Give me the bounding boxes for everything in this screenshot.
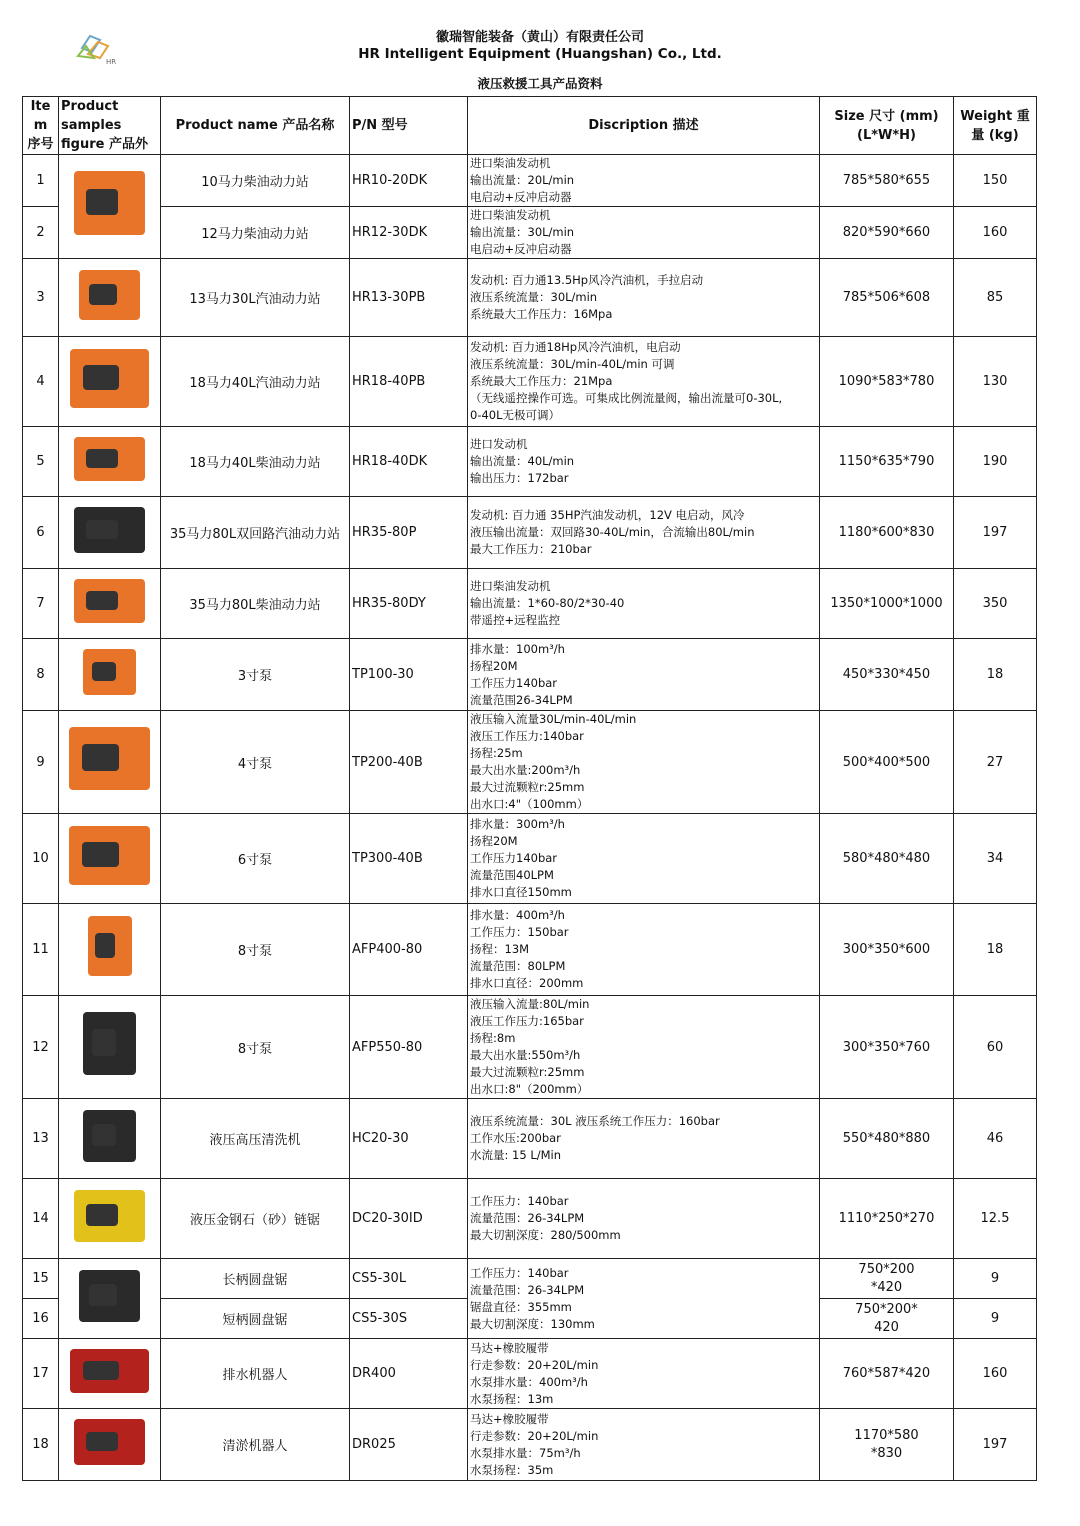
table-row (23, 904, 1037, 996)
description-line: 扬程20M (470, 834, 518, 848)
item-number: 17 (23, 1339, 59, 1409)
product-figure (59, 814, 161, 904)
part-number: AFP400-80 (350, 904, 468, 996)
description (468, 569, 820, 639)
part-number: HR18-40DK (350, 427, 468, 497)
part-number: TP100-30 (350, 639, 468, 711)
item-number: 7 (23, 569, 59, 639)
description-line: 输出流量：1*60-80/2*30-40 (470, 596, 625, 610)
table-row (23, 427, 1037, 497)
product-photo-detail (95, 933, 115, 958)
description-line: 马达+橡胶履带 (470, 1411, 549, 1426)
item-number: 12 (23, 996, 59, 1099)
description-line: 进口柴油发动机 (470, 156, 551, 170)
col-size: Size 尺寸 (mm) (L*W*H) (820, 97, 954, 155)
description-line: 输出流量：40L/min (470, 454, 575, 468)
description-line: 排水量：100m³/h (470, 641, 565, 656)
weight: 34 (954, 814, 1037, 904)
product-figure (59, 1259, 161, 1339)
product-name: 35马力80L双回路汽油动力站 (161, 497, 350, 569)
weight: 27 (954, 711, 1037, 814)
product-photo (70, 1413, 150, 1477)
description-line: 排水量：300m³/h (470, 817, 565, 831)
size-dimensions: 500*400*500 (820, 711, 954, 814)
company-name-cn: 徽瑞智能装备（黄山）有限责任公司 (435, 30, 644, 45)
description (468, 155, 820, 207)
company-name-en: HR Intelligent Equipment (Huangshan) Co., Ltd. (358, 46, 722, 62)
table-row (23, 814, 1037, 904)
description-line: 发动机: 百力通 35HP汽油发动机，12V 电启动，风冷 (470, 508, 745, 522)
description-line: 扬程:25m (470, 746, 523, 760)
table-row (23, 1409, 1037, 1481)
weight: 350 (954, 569, 1037, 639)
weight: 60 (954, 996, 1037, 1099)
description-line: 最大工作压力：210bar (470, 542, 592, 556)
description (468, 497, 820, 569)
description-line: 最大出水量:550m³/h (470, 1048, 581, 1062)
size-dimensions: 580*480*480 (820, 814, 954, 904)
description (468, 639, 820, 711)
weight: 9 (954, 1299, 1037, 1339)
table-row (23, 639, 1037, 711)
product-name: 4寸泵 (161, 711, 350, 814)
product-name: 液压金钢石（砂）链锯 (161, 1179, 350, 1259)
size-dimensions: 1090*583*780 (820, 337, 954, 427)
description (468, 427, 820, 497)
description-line: 带遥控+远程监控 (470, 613, 561, 627)
product-name: 8寸泵 (161, 996, 350, 1099)
description-line: 输出流量：30L/min (470, 225, 575, 239)
description-line: 进口柴油发动机 (470, 579, 551, 593)
table-row (23, 259, 1037, 337)
product-photo-detail (86, 1204, 118, 1226)
product-photo (70, 431, 150, 493)
table-row (23, 996, 1037, 1099)
description-line: 工作压力140bar (470, 851, 558, 865)
description-line: 进口发动机 (470, 437, 528, 451)
product-photo (80, 643, 140, 707)
size-dimensions: 1170*580 *830 (820, 1409, 954, 1481)
product-photo-detail (83, 365, 119, 390)
description-line: 液压工作压力:140bar (470, 729, 584, 743)
col-pn: P/N 型号 (350, 97, 468, 155)
product-name: 10马力柴油动力站 (161, 155, 350, 207)
description-line: 最大切割深度：280/500mm (470, 1228, 621, 1242)
item-number: 2 (23, 207, 59, 259)
description-line: 工作水压:200bar (470, 1131, 561, 1145)
item-number: 14 (23, 1179, 59, 1259)
description (468, 337, 820, 427)
weight: 197 (954, 497, 1037, 569)
weight: 18 (954, 639, 1037, 711)
description-line: 电启动+反冲启动器 (470, 190, 572, 204)
product-figure (59, 996, 161, 1099)
product-photo (70, 163, 150, 251)
description-line: 行走参数：20+20L/min (470, 1357, 599, 1372)
description-line: 水泵排水量：75m³/h (470, 1445, 581, 1460)
part-number: HR35-80DY (350, 569, 468, 639)
description (468, 1099, 820, 1179)
product-photo (75, 1263, 145, 1335)
product-photo (80, 1103, 140, 1175)
product-photo-detail (89, 1284, 117, 1306)
item-number: 18 (23, 1409, 59, 1481)
product-figure (59, 1179, 161, 1259)
table-row (23, 1339, 1037, 1409)
description (468, 1409, 820, 1481)
product-name: 排水机器人 (161, 1339, 350, 1409)
weight: 9 (954, 1259, 1037, 1299)
description-line: 最大切割深度：130mm (470, 1316, 595, 1331)
weight: 190 (954, 427, 1037, 497)
description-line: 进口柴油发动机 (470, 208, 551, 222)
product-figure (59, 639, 161, 711)
table-row (23, 1179, 1037, 1259)
description-line: 排水量：400m³/h (470, 908, 565, 922)
product-table (22, 96, 1037, 1481)
weight: 197 (954, 1409, 1037, 1481)
description-line: 工作压力：150bar (470, 925, 569, 939)
part-number: TP300-40B (350, 814, 468, 904)
part-number: HR18-40PB (350, 337, 468, 427)
part-number: AFP550-80 (350, 996, 468, 1099)
part-number: HC20-30 (350, 1099, 468, 1179)
description-line: 最大过流颗粒r:25mm (470, 780, 585, 794)
product-figure (59, 711, 161, 814)
part-number: TP200-40B (350, 711, 468, 814)
description-line: 最大过流颗粒r:25mm (470, 1065, 585, 1079)
product-name: 18马力40L柴油动力站 (161, 427, 350, 497)
part-number: CS5-30L (350, 1259, 468, 1299)
logo-text: HR (106, 58, 117, 66)
part-number: HR35-80P (350, 497, 468, 569)
weight: 12.5 (954, 1179, 1037, 1259)
size-dimensions: 785*506*608 (820, 259, 954, 337)
product-photo (75, 263, 145, 333)
description-line: 电启动+反冲启动器 (470, 242, 572, 256)
product-photo (80, 1003, 140, 1091)
description-line: 液压输出流量：双回路30-40L/min，合流输出80L/min (470, 525, 755, 539)
col-desc: Discription 描述 (468, 97, 820, 155)
part-number: DC20-30ID (350, 1179, 468, 1259)
product-photo-detail (83, 1361, 119, 1380)
size-dimensions: 820*590*660 (820, 207, 954, 259)
description-line: 工作压力：140bar (470, 1194, 569, 1208)
product-figure (59, 1339, 161, 1409)
description-line: 水泵扬程：35m (470, 1462, 554, 1477)
description-line: 液压输入流量30L/min-40L/min (470, 712, 637, 726)
description-line: 流量范围40LPM (470, 868, 554, 882)
size-dimensions: 300*350*600 (820, 904, 954, 996)
item-number: 9 (23, 711, 59, 814)
product-photo (65, 341, 155, 423)
part-number: HR12-30DK (350, 207, 468, 259)
product-photo (64, 718, 156, 806)
product-photo-detail (86, 591, 118, 610)
description-line: 流量范围26-34LPM (470, 692, 573, 707)
size-dimensions: 785*580*655 (820, 155, 954, 207)
document-title: 液压救援工具产品资料 (477, 76, 603, 91)
part-number: HR13-30PB (350, 259, 468, 337)
weight: 130 (954, 337, 1037, 427)
description-line: 水泵排水量：400m³/h (470, 1374, 588, 1389)
product-photo-detail (92, 1029, 116, 1055)
weight: 150 (954, 155, 1037, 207)
product-name: 3寸泵 (161, 639, 350, 711)
weight: 160 (954, 207, 1037, 259)
description (468, 1339, 820, 1409)
description-line: 液压系统流量：30L 液压系统工作压力：160bar (470, 1114, 720, 1128)
description-line: 液压系统流量：30L/min-40L/min 可调 (470, 357, 675, 371)
product-photo-detail (82, 744, 119, 770)
product-photo-detail (89, 284, 117, 305)
product-photo (70, 1183, 150, 1255)
product-name: 35马力80L柴油动力站 (161, 569, 350, 639)
product-name: 短柄圆盘锯 (161, 1299, 350, 1339)
description-line: 水流量: 15 L/Min (470, 1148, 562, 1162)
description-line: 行走参数：20+20L/min (470, 1428, 599, 1443)
table-row (23, 207, 1037, 259)
weight: 46 (954, 1099, 1037, 1179)
description (468, 259, 820, 337)
size-dimensions: 1110*250*270 (820, 1179, 954, 1259)
product-photo (65, 1343, 155, 1405)
item-number: 15 (23, 1259, 59, 1299)
col-name: Product name 产品名称 (161, 97, 350, 155)
product-name: 8寸泵 (161, 904, 350, 996)
description-line: 输出压力：172bar (470, 471, 569, 485)
size-dimensions: 450*330*450 (820, 639, 954, 711)
description-line: 工作压力：140bar (470, 1265, 569, 1280)
description (468, 711, 820, 814)
item-number: 5 (23, 427, 59, 497)
product-photo (70, 573, 150, 635)
weight: 160 (954, 1339, 1037, 1409)
table-row (23, 1099, 1037, 1179)
description-line: 液压输入流量:80L/min (470, 997, 590, 1011)
product-photo-detail (82, 842, 119, 867)
product-figure (59, 497, 161, 569)
description-line: 液压系统流量：30L/min (470, 290, 598, 304)
product-figure (59, 1409, 161, 1481)
product-photo-detail (86, 1432, 118, 1451)
description-line: 流量范围：26-34LPM (470, 1211, 585, 1225)
table-row (23, 1259, 1037, 1299)
description (468, 904, 820, 996)
product-name: 清淤机器人 (161, 1409, 350, 1481)
description (468, 1179, 820, 1259)
description-line: 排水口直径：200mm (470, 976, 584, 990)
product-photo-detail (92, 662, 116, 681)
product-photo-detail (86, 189, 118, 215)
size-dimensions: 1180*600*830 (820, 497, 954, 569)
table-row (23, 497, 1037, 569)
part-number: HR10-20DK (350, 155, 468, 207)
product-name: 12马力柴油动力站 (161, 207, 350, 259)
item-number: 10 (23, 814, 59, 904)
description-line: 扬程:8m (470, 1031, 516, 1045)
size-dimensions: 550*480*880 (820, 1099, 954, 1179)
product-photo (70, 501, 150, 565)
product-name: 18马力40L汽油动力站 (161, 337, 350, 427)
product-figure (59, 569, 161, 639)
description-line: 锯盘直径：355mm (470, 1299, 572, 1314)
item-number: 6 (23, 497, 59, 569)
description-line: 0-40L无极可调） (470, 408, 561, 422)
product-figure (59, 1099, 161, 1179)
size-dimensions: 750*200 *420 (820, 1259, 954, 1299)
product-photo-detail (86, 449, 118, 468)
item-number: 1 (23, 155, 59, 207)
weight: 18 (954, 904, 1037, 996)
product-figure (59, 904, 161, 996)
product-figure (59, 427, 161, 497)
size-dimensions: 750*200* 420 (820, 1299, 954, 1339)
size-dimensions: 1150*635*790 (820, 427, 954, 497)
part-number: CS5-30S (350, 1299, 468, 1339)
product-photo (64, 818, 156, 900)
part-number: DR025 (350, 1409, 468, 1481)
description-line: 马达+橡胶履带 (470, 1340, 549, 1355)
table-row (23, 155, 1037, 207)
description-line: 系统最大工作压力：16Mpa (470, 307, 613, 321)
description (468, 996, 820, 1099)
item-number: 4 (23, 337, 59, 427)
description-line: 水泵扬程：13m (470, 1391, 554, 1406)
description (468, 814, 820, 904)
col-figure: Product samples figure 产品外 (59, 97, 161, 155)
item-number: 8 (23, 639, 59, 711)
item-number: 11 (23, 904, 59, 996)
table-row (23, 711, 1037, 814)
product-photo (85, 908, 135, 992)
description-line: 扬程：13M (470, 942, 530, 956)
product-photo-detail (92, 1124, 116, 1146)
description-line: 工作压力140bar (470, 675, 558, 690)
product-figure (59, 337, 161, 427)
description-line: 最大出水量:200m³/h (470, 763, 581, 777)
description-line: 系统最大工作压力：21Mpa (470, 374, 613, 388)
part-number: DR400 (350, 1339, 468, 1409)
col-item: Ite m 序号 (23, 97, 59, 155)
description-line: 流量范围：26-34LPM (470, 1282, 585, 1297)
description-line: （无线遥控操作可选。可集成比例流量阀，输出流量可0-30L, (470, 391, 783, 405)
table-row (23, 337, 1037, 427)
product-figure (59, 259, 161, 337)
product-figure (59, 155, 161, 259)
description-line: 排水口直径150mm (470, 885, 572, 899)
description-line: 液压工作压力:165bar (470, 1014, 584, 1028)
size-dimensions: 760*587*420 (820, 1339, 954, 1409)
description (468, 1259, 820, 1339)
description-line: 发动机: 百力通13.5Hp风冷汽油机，手拉启动 (470, 273, 704, 287)
size-dimensions: 1350*1000*1000 (820, 569, 954, 639)
description-line: 流量范围：80LPM (470, 959, 566, 973)
product-name: 13马力30L汽油动力站 (161, 259, 350, 337)
description-line: 出水口:8"（200mm） (470, 1082, 589, 1096)
col-weight: Weight 重量 (kg) (954, 97, 1037, 155)
description-line: 输出流量：20L/min (470, 173, 575, 187)
description-line: 扬程20M (470, 658, 518, 673)
product-name: 长柄圆盘锯 (161, 1259, 350, 1299)
description-line: 出水口:4"（100mm） (470, 797, 589, 811)
description-line: 发动机: 百力通18Hp风冷汽油机，电启动 (470, 340, 681, 354)
size-dimensions: 300*350*760 (820, 996, 954, 1099)
description (468, 207, 820, 259)
weight: 85 (954, 259, 1037, 337)
table-row (23, 569, 1037, 639)
product-photo-detail (86, 520, 118, 539)
product-name: 液压高压清洗机 (161, 1099, 350, 1179)
item-number: 3 (23, 259, 59, 337)
item-number: 13 (23, 1099, 59, 1179)
product-name: 6寸泵 (161, 814, 350, 904)
item-number: 16 (23, 1299, 59, 1339)
